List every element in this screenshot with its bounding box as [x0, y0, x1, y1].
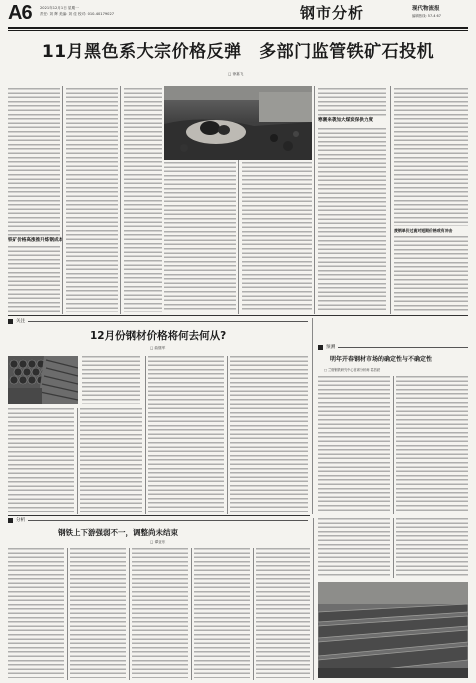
iron-ore-photo	[164, 86, 312, 160]
forecast-byline: □ 兰格钢铁研究中心首席分析师 葛昌跃	[324, 368, 381, 372]
analysis-text-col2	[70, 548, 126, 678]
lead-text-col7b	[394, 236, 468, 312]
analysis-text-col5	[256, 548, 310, 678]
lead-byline: □ 徐嘉飞	[228, 72, 244, 76]
forecast-headline: 明年开春钢材市场的确定性与不确定性	[330, 356, 433, 363]
editor-line: 编辑热线: 57-4 67	[412, 14, 441, 18]
issue-meta: 责任: 刘 辉 美编: 刘 佳 校对: 010-40179027	[40, 12, 115, 16]
analysis-label: 分析	[8, 517, 308, 523]
header-rule-thin	[8, 30, 468, 31]
focus-label: 关注	[8, 318, 308, 324]
page-number: A6	[8, 2, 32, 24]
forecast-text-col2b	[396, 518, 468, 578]
issue-date: 2021年12月1日 星期一	[40, 6, 79, 10]
header-rule	[8, 27, 468, 29]
forecast-label: 预测	[318, 344, 468, 350]
focus-text-col1b	[8, 408, 74, 512]
analysis-byline: □ 谭亚东	[150, 540, 166, 544]
analysis-text-col3	[132, 548, 188, 678]
lead-subheading-1: 铁矿价格高涨推升炼钢成本	[8, 238, 64, 243]
lead-text-col3	[124, 88, 162, 312]
lead-text-col5	[242, 162, 312, 312]
lead-subheading-3: 寒潮来袭加大煤炭保供力度	[318, 118, 374, 123]
lead-headline: 11月黑色系大宗价格反弹 多部门监管铁矿石投机	[41, 42, 435, 62]
focus-headline: 12月份钢材价格将何去何从?	[90, 330, 227, 342]
lead-text-col4	[164, 162, 236, 312]
forecast-text-col1	[318, 376, 390, 512]
lead-text-col1	[8, 88, 60, 236]
lead-text-col2	[66, 88, 118, 312]
steel-plates-photo	[318, 582, 468, 678]
focus-text-col4	[230, 356, 308, 512]
lead-text-col1b	[8, 246, 60, 312]
section-marker-icon	[318, 345, 323, 350]
lead-subheading-2: 废钢单价过高对短期价格或有冲击	[394, 228, 453, 233]
section-title: 钢市分析	[300, 4, 365, 22]
analysis-text-col4	[194, 548, 250, 678]
lead-text-col7a	[394, 88, 468, 226]
focus-text-col3	[148, 356, 224, 512]
focus-byline: □ 曲继军	[150, 346, 166, 350]
analysis-text-col1	[8, 548, 64, 678]
newspaper-brand: 现代物流报	[412, 6, 440, 12]
forecast-text-col2	[396, 376, 468, 512]
section-marker-icon	[8, 319, 13, 324]
section-marker-icon	[8, 518, 13, 523]
forecast-text-col1b	[318, 518, 390, 578]
steel-pipes-photo	[8, 356, 78, 404]
focus-text-col1a	[82, 356, 140, 404]
lead-text-col6a	[318, 88, 386, 116]
lead-text-col6b	[318, 128, 386, 312]
focus-text-col2	[80, 408, 142, 512]
analysis-headline: 钢铁上下游强弱不一，调整尚未结束	[58, 528, 178, 537]
